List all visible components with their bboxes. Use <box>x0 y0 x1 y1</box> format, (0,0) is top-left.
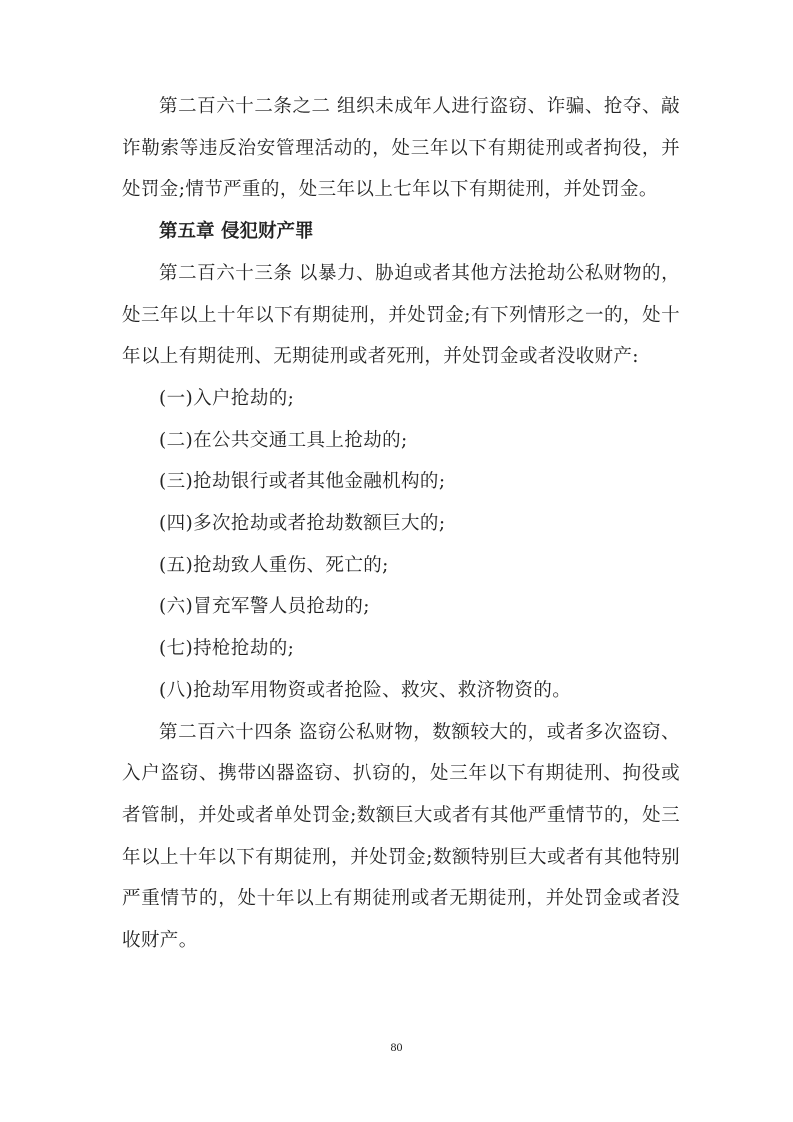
article-263-item: (一)入户抢劫的; <box>159 387 295 409</box>
article-263-item: (七)持枪抢劫的; <box>159 638 295 660</box>
article-263: 第二百六十三条 以暴力、胁迫或者其他方法抢劫公私财物的，处三年以上十年以下有期徒刑，并处罚金;有下列情形之一的，处十年以上有期徒刑、无期徒刑或者死刑，并处罚金或者没收财产: <box>122 262 680 368</box>
article-263-item: (五)抢劫致人重伤、死亡的; <box>159 554 389 576</box>
article-263-item: (三)抢劫银行或者其他金融机构的; <box>159 471 446 493</box>
article-263-item: (四)多次抢劫或者抢劫数额巨大的; <box>159 513 446 535</box>
article-264: 第二百六十四条 盗窃公私财物，数额较大的，或者多次盗窃、入户盗窃、携带凶器盗窃、扒窃的，处三年以下有期徒刑、拘役或者管制，并处或者单处罚金;数额巨大或者有其他严重情节的，处三年以上十年以下有期徒刑，并处罚金;数额特别巨大或者有其他特别严重情节的，处十年以上有期徒刑或者无期徒刑，并处罚金或者没收财产。 <box>122 721 680 952</box>
page-number: 80 <box>390 1040 403 1054</box>
article-263-item: (六)冒充军警人员抢劫的; <box>159 596 370 618</box>
document-body <box>122 86 680 962</box>
article-262-2: 第二百六十二条之二 组织未成年人进行盗窃、诈骗、抢夺、敲诈勒索等违反治安管理活动的，处三年以下有期徒刑或者拘役，并处罚金;情节严重的，处三年以上七年以下有期徒刑，并处罚金。 <box>122 96 680 201</box>
chapter-heading: 第五章 侵犯财产罪 <box>159 221 314 243</box>
article-263-item: (二)在公共交通工具上抢劫的; <box>159 429 408 451</box>
article-263-item: (八)抢劫军用物资或者抢险、救灾、救济物资的。 <box>159 679 572 701</box>
